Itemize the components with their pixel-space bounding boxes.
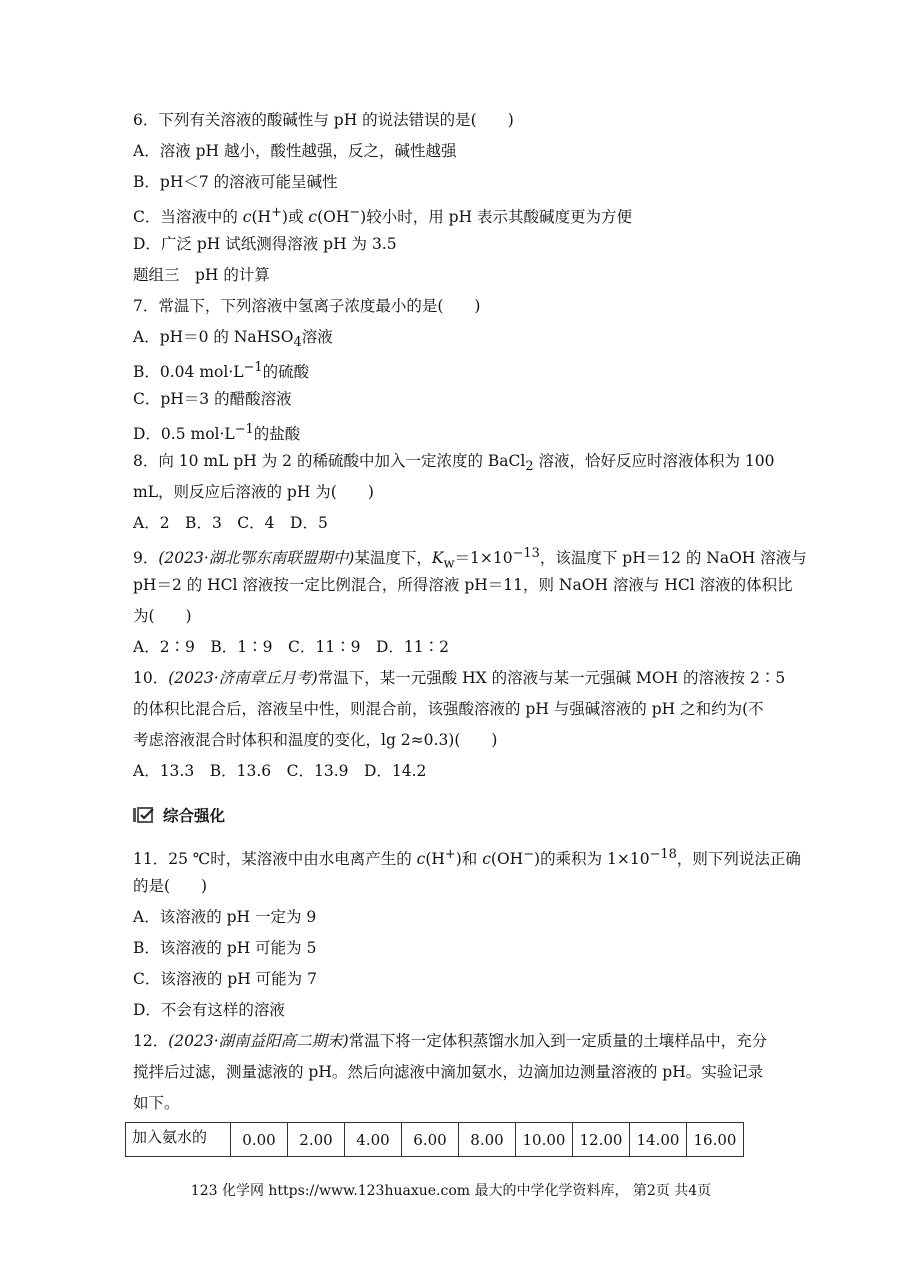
- q11-stem-line2: 的是( ): [133, 877, 208, 895]
- q9-stem-line1: 9．(2023·湖北鄂东南联盟期中)某温度下，$K_w=1\times 10^{-13}$，该温度下 pH＝12 的 NaOH 溶液与: [133, 546, 807, 572]
- q7-option-b: B．0.04 $mol\cdot L^{-1}$的硫酸: [133, 360, 310, 382]
- table-cell: 12.00: [573, 1123, 630, 1157]
- group-heading: 题组三 pH 的计算: [133, 266, 270, 284]
- q6-option-b: B．pH＜7 的溶液可能呈碱性: [133, 173, 338, 191]
- q9-options: A．2∶9 B．1∶9 C．11∶9 D．11∶2: [133, 638, 449, 656]
- q9-stem-line3: 为( ): [133, 607, 192, 625]
- q7-option-d: D．0.5 $mol\cdot L^{-1}$的盐酸: [133, 422, 301, 444]
- q10-options: A．13.3 B．13.6 C．13.9 D．14.2: [133, 762, 427, 780]
- q7-stem: 7．常温下，下列溶液中氢离子浓度最小的是( ): [133, 297, 481, 315]
- q8-stem-line2: mL，则反应后溶液的 pH 为( ): [133, 483, 374, 501]
- q11-option-a: A．该溶液的 pH 一定为 9: [133, 908, 317, 926]
- q11-option-c: C．该溶液的 pH 可能为 7: [133, 970, 317, 988]
- q11-option-b: B．该溶液的 pH 可能为 5: [133, 939, 317, 957]
- ammonia-table: [125, 1122, 744, 1157]
- q10-stem-line2: 的体积比混合后，溶液呈中性，则混合前，该强酸溶液的 pH 与强碱溶液的 pH 之和约为(不: [133, 700, 764, 718]
- q6-option-a: A．溶液 pH 越小，酸性越强，反之，碱性越强: [133, 142, 457, 160]
- table-cell: 2.00: [288, 1123, 345, 1157]
- q12-stem-line2: 搅拌后过滤，测量滤液的 pH。然后向滤液中滴加氨水，边滴加边测量溶液的 pH。实验记录: [133, 1063, 764, 1081]
- checklist-icon: [133, 807, 155, 823]
- table-cell: 4.00: [345, 1123, 402, 1157]
- q12-stem-line3: 如下。: [133, 1094, 180, 1112]
- table-cell: 10.00: [516, 1123, 573, 1157]
- q10-stem-line1: 10．(2023·济南章丘月考)常温下，某一元强酸 HX 的溶液与某一元强碱 MOH 的溶液按 2∶5: [133, 669, 786, 687]
- q12-stem-line1: 12．(2023·湖南益阳高二期末)常温下将一定体积蒸馏水加入到一定质量的土壤样品中，充分: [133, 1032, 768, 1050]
- q8-options: A．2 B．3 C．4 D．5: [133, 514, 328, 532]
- section-heading: [133, 803, 225, 827]
- q10-source: (2023·济南章丘月考): [168, 669, 318, 687]
- table-cell: 6.00: [402, 1123, 459, 1157]
- q10-stem-line3: 考虑溶液混合时体积和温度的变化，lg 2≈0.3)( ): [133, 731, 498, 749]
- q9-stem-line2: pH＝2 的 HCl 溶液按一定比例混合，所得溶液 pH＝11，则 NaOH 溶液与 HCl 溶液的体积比: [133, 576, 793, 594]
- page-footer: 123 化学网 https://www.123huaxue.com 最大的中学化学资料库， 第2页 共4页: [190, 1183, 712, 1199]
- q9-source: (2023·湖北鄂东南联盟期中): [158, 549, 355, 568]
- table-row: [126, 1123, 744, 1157]
- q6-option-c: C．当溶液中的 c(H+)或 c(OH−)较小时，用 pH 表示其酸碱度更为方便: [133, 205, 633, 227]
- table-cell: 0.00: [231, 1123, 288, 1157]
- q7-option-c: C．pH＝3 的醋酸溶液: [133, 390, 292, 408]
- section-title: 综合强化: [163, 807, 226, 825]
- table-cell: 16.00: [687, 1123, 744, 1157]
- q8-stem-line1: 8．向 10 mL pH 为 2 的稀硫酸中加入一定浓度的 BaCl$_2$ 溶液，恰好反应时溶液体积为 100: [133, 452, 775, 475]
- q12-source: (2023·湖南益阳高二期末): [168, 1032, 349, 1050]
- q11-option-d: D．不会有这样的溶液: [133, 1001, 285, 1019]
- q11-stem-line1: 11．25 ℃时，某溶液中由水电离产生的 c(H+)和 c(OH−)的乘积为 $1\times 10^{-18}$，则下列说法正确: [133, 847, 801, 869]
- table-cell: 14.00: [630, 1123, 687, 1157]
- q6-stem: 6．下列有关溶液的酸碱性与 pH 的说法错误的是( ): [133, 111, 514, 129]
- table-header-cell: 加入氨水的: [126, 1123, 231, 1157]
- q6-option-d: D．广泛 pH 试纸测得溶液 pH 为 3.5: [133, 235, 397, 253]
- table-cell: 8.00: [459, 1123, 516, 1157]
- q7-option-a: A．pH＝0 的 NaHSO$_4$溶液: [133, 328, 333, 351]
